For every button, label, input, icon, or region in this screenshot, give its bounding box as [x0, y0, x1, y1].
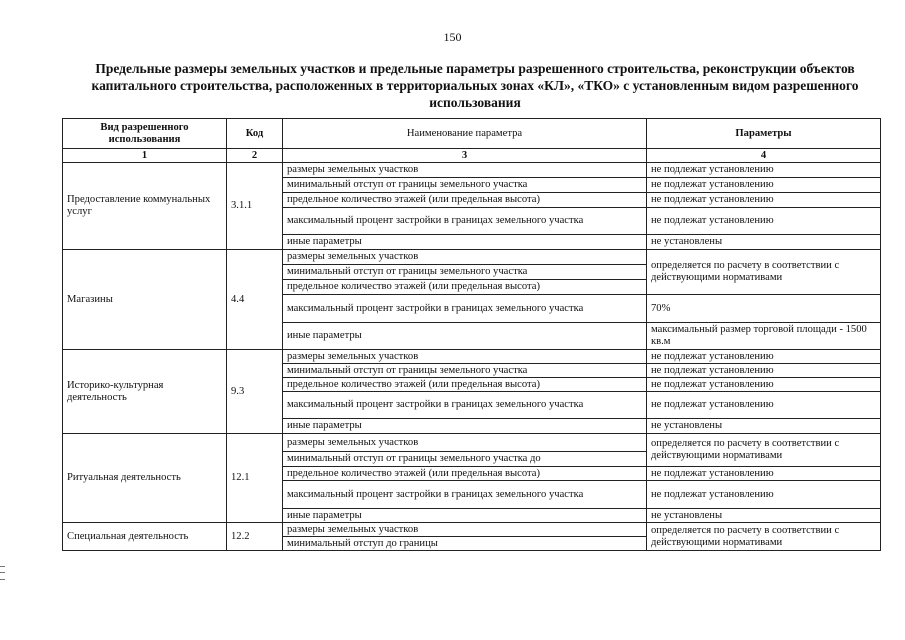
table-row — [63, 163, 881, 178]
use-cell: Предоставление коммунальных услуг — [63, 163, 227, 250]
param-name-cell: максимальный процент застройки в границах земельного участка — [283, 295, 647, 323]
param-value-cell: определяется по расчету в соответствии с действующими нормативами — [647, 434, 881, 467]
param-name-cell: предельное количество этажей (или предельная высота) — [283, 280, 647, 295]
col-number: 1 — [63, 149, 227, 163]
use-cell: Магазины — [63, 250, 227, 350]
document-title: Предельные размеры земельных участков и предельные параметры разрешенного строительства, реконструкции объектов капитального строительства, расположенных в территориальных зонах «КЛ», «ТКО» с установленным видом разрешенного использования — [91, 61, 859, 110]
use-cell: Специальная деятельность — [63, 523, 227, 551]
col-number: 3 — [283, 149, 647, 163]
header-code: Код — [227, 119, 283, 149]
header-use: Вид разрешенного использования — [63, 119, 227, 149]
col-number: 4 — [647, 149, 881, 163]
param-value-cell: не подлежат установлению — [647, 392, 881, 419]
param-name-cell: предельное количество этажей (или предельная высота) — [283, 193, 647, 208]
param-name-cell: иные параметры — [283, 419, 647, 434]
code-cell: 12.1 — [227, 434, 283, 523]
code-cell: 9.3 — [227, 350, 283, 434]
use-cell: Историко-культурная деятельность — [63, 350, 227, 434]
param-value-cell: не подлежат установлению — [647, 481, 881, 509]
param-name-cell: максимальный процент застройки в границах земельного участка — [283, 481, 647, 509]
param-name-cell: максимальный процент застройки в границах земельного участка — [283, 392, 647, 419]
param-value-cell: определяется по расчету в соответствии с действующими нормативами — [647, 523, 881, 551]
header-row — [63, 119, 881, 149]
param-value-cell: не установлены — [647, 235, 881, 250]
param-value-cell: не подлежат установлению — [647, 364, 881, 378]
page-number: 150 — [443, 30, 462, 44]
margin-mark — [0, 566, 5, 580]
param-value-cell: не подлежат установлению — [647, 350, 881, 364]
param-name-cell: размеры земельных участков — [283, 163, 647, 178]
param-value-cell: определяется по расчету в соответствии с действующими нормативами — [647, 250, 881, 295]
param-value-cell: 70% — [647, 295, 881, 323]
param-name-cell: размеры земельных участков — [283, 350, 647, 364]
code-cell: 12.2 — [227, 523, 283, 551]
param-value-cell: не подлежат установлению — [647, 193, 881, 208]
header-params: Параметры — [647, 119, 881, 149]
param-value-cell: не подлежат установлению — [647, 467, 881, 481]
table-row — [63, 250, 881, 265]
param-name-cell: предельное количество этажей (или предельная высота) — [283, 378, 647, 392]
parameters-table — [62, 118, 881, 551]
param-name-cell: минимальный отступ от границы земельного участка — [283, 364, 647, 378]
param-name-cell: размеры земельных участков — [283, 434, 647, 452]
header-param-name: Наименование параметра — [283, 119, 647, 149]
column-number-row — [63, 149, 881, 163]
param-value-cell: не установлены — [647, 419, 881, 434]
param-name-cell: минимальный отступ до границы — [283, 537, 647, 551]
param-value-cell: максимальный размер торговой площади - 1500 кв.м — [647, 323, 881, 350]
param-value-cell: не подлежат установлению — [647, 378, 881, 392]
use-cell: Ритуальная деятельность — [63, 434, 227, 523]
param-name-cell: размеры земельных участков — [283, 523, 647, 537]
param-value-cell: не подлежат установлению — [647, 208, 881, 235]
param-value-cell: не установлены — [647, 509, 881, 523]
table-row — [63, 434, 881, 452]
param-name-cell: максимальный процент застройки в границах земельного участка — [283, 208, 647, 235]
code-cell: 3.1.1 — [227, 163, 283, 250]
col-number: 2 — [227, 149, 283, 163]
param-name-cell: размеры земельных участков — [283, 250, 647, 265]
param-name-cell: минимальный отступ от границы земельного участка — [283, 178, 647, 193]
table-row — [63, 350, 881, 364]
param-value-cell: не подлежат установлению — [647, 178, 881, 193]
param-name-cell: предельное количество этажей (или предельная высота) — [283, 467, 647, 481]
table-row — [63, 523, 881, 537]
param-name-cell: минимальный отступ от границы земельного участка — [283, 265, 647, 280]
param-name-cell: минимальный отступ от границы земельного участка до — [283, 452, 647, 467]
param-value-cell: не подлежат установлению — [647, 163, 881, 178]
param-name-cell: иные параметры — [283, 509, 647, 523]
code-cell: 4.4 — [227, 250, 283, 350]
param-name-cell: иные параметры — [283, 235, 647, 250]
param-name-cell: иные параметры — [283, 323, 647, 350]
